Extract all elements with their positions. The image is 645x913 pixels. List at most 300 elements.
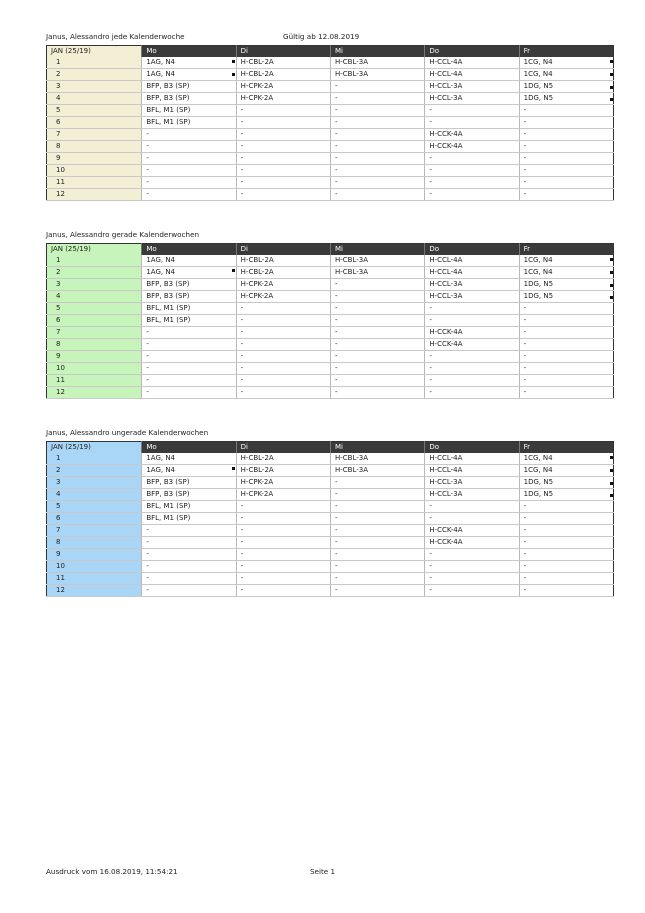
section-caption <box>46 427 208 439</box>
lesson-cell: H-CCL-4A <box>425 267 519 279</box>
period-number: 1 <box>47 57 142 69</box>
lesson-cell: - <box>330 339 424 351</box>
lesson-cell: - <box>236 513 330 525</box>
day-header: Di <box>236 244 330 256</box>
lesson-cell: H-CBL-2A <box>236 465 330 477</box>
table-row <box>47 165 614 177</box>
lesson-cell: 1DG, N5 <box>519 81 613 93</box>
lesson-cell: - <box>425 501 519 513</box>
lesson-cell: - <box>330 363 424 375</box>
lesson-cell: - <box>236 537 330 549</box>
lesson-cell: - <box>142 153 236 165</box>
period-number: 2 <box>47 465 142 477</box>
period-number: 10 <box>47 561 142 573</box>
lesson-cell: - <box>236 585 330 597</box>
lesson-cell: - <box>519 561 613 573</box>
lesson-cell: H-CPK-2A <box>236 93 330 105</box>
corner-label: JAN (25/19) <box>47 46 142 58</box>
day-header: Fr <box>519 46 613 58</box>
lesson-cell: 1DG, N5 <box>519 291 613 303</box>
lesson-cell: H-CBL-3A <box>330 57 424 69</box>
lesson-cell: H-CBL-3A <box>330 465 424 477</box>
lesson-cell: - <box>236 153 330 165</box>
lesson-cell: - <box>236 177 330 189</box>
table-row <box>47 585 614 597</box>
table-row <box>47 327 614 339</box>
lesson-cell: 1CG, N4 <box>519 465 613 477</box>
corner-label: JAN (25/19) <box>47 442 142 454</box>
lesson-cell: BFP, B3 (SP) <box>142 477 236 489</box>
table-row <box>47 177 614 189</box>
lesson-cell: H-CPK-2A <box>236 81 330 93</box>
lesson-cell: H-CCL-3A <box>425 279 519 291</box>
day-header: Di <box>236 46 330 58</box>
lesson-cell: - <box>425 513 519 525</box>
period-number: 5 <box>47 501 142 513</box>
lesson-cell: - <box>425 105 519 117</box>
lesson-cell: - <box>330 327 424 339</box>
lesson-cell: H-CPK-2A <box>236 279 330 291</box>
lesson-cell: - <box>519 537 613 549</box>
lesson-cell: 1CG, N4 <box>519 267 613 279</box>
cell-marker <box>610 258 613 261</box>
day-header: Mo <box>142 244 236 256</box>
day-header: Fr <box>519 244 613 256</box>
period-number: 4 <box>47 489 142 501</box>
period-number: 5 <box>47 303 142 315</box>
period-number: 7 <box>47 525 142 537</box>
table-row <box>47 477 614 489</box>
lesson-cell: - <box>236 525 330 537</box>
day-header: Mi <box>330 46 424 58</box>
lesson-cell: H-CCL-3A <box>425 477 519 489</box>
cell-marker <box>610 271 613 274</box>
lesson-cell: - <box>142 141 236 153</box>
lesson-cell: - <box>519 549 613 561</box>
lesson-cell: BFP, B3 (SP) <box>142 291 236 303</box>
lesson-cell: - <box>142 129 236 141</box>
lesson-cell: H-CCK-4A <box>425 129 519 141</box>
lesson-cell: - <box>519 189 613 201</box>
period-number: 12 <box>47 387 142 399</box>
lesson-cell: H-CCL-3A <box>425 489 519 501</box>
table-row <box>47 129 614 141</box>
lesson-cell: - <box>519 327 613 339</box>
period-number: 3 <box>47 477 142 489</box>
table-row <box>47 489 614 501</box>
lesson-cell: BFP, B3 (SP) <box>142 93 236 105</box>
lesson-cell: - <box>330 105 424 117</box>
cell-marker <box>610 482 613 485</box>
lesson-cell: - <box>142 375 236 387</box>
lesson-cell: - <box>330 141 424 153</box>
cell-marker <box>610 86 613 89</box>
lesson-cell: - <box>519 303 613 315</box>
period-number: 12 <box>47 585 142 597</box>
lesson-cell: 1DG, N5 <box>519 489 613 501</box>
lesson-cell: 1AG, N4 <box>142 57 236 69</box>
lesson-cell: - <box>236 315 330 327</box>
lesson-cell: H-CBL-2A <box>236 255 330 267</box>
table-row <box>47 255 614 267</box>
period-number: 10 <box>47 165 142 177</box>
lesson-cell: H-CBL-3A <box>330 69 424 81</box>
lesson-cell: 1AG, N4 <box>142 69 236 81</box>
lesson-cell: - <box>236 129 330 141</box>
lesson-cell: H-CBL-3A <box>330 255 424 267</box>
lesson-cell: - <box>330 351 424 363</box>
cell-marker <box>610 60 613 63</box>
period-number: 1 <box>47 453 142 465</box>
lesson-cell: - <box>142 525 236 537</box>
lesson-cell: H-CCL-4A <box>425 465 519 477</box>
lesson-cell: - <box>142 387 236 399</box>
table-row <box>47 465 614 477</box>
lesson-cell: - <box>425 549 519 561</box>
lesson-cell: - <box>425 315 519 327</box>
lesson-cell: 1CG, N4 <box>519 57 613 69</box>
table-row <box>47 105 614 117</box>
lesson-cell: - <box>519 153 613 165</box>
day-header: Do <box>425 46 519 58</box>
lesson-cell: H-CBL-2A <box>236 453 330 465</box>
lesson-cell: - <box>142 573 236 585</box>
lesson-cell: - <box>330 177 424 189</box>
lesson-cell: - <box>519 387 613 399</box>
lesson-cell: - <box>425 165 519 177</box>
table-row <box>47 291 614 303</box>
table-row <box>47 513 614 525</box>
lesson-cell: - <box>519 351 613 363</box>
lesson-cell: - <box>519 363 613 375</box>
lesson-cell: H-CCL-4A <box>425 453 519 465</box>
cell-marker <box>610 296 613 299</box>
lesson-cell: H-CCK-4A <box>425 537 519 549</box>
lesson-cell: BFL, M1 (SP) <box>142 117 236 129</box>
lesson-cell: - <box>519 141 613 153</box>
lesson-cell: - <box>330 165 424 177</box>
lesson-cell: - <box>330 303 424 315</box>
day-header: Mi <box>330 442 424 454</box>
lesson-cell: 1CG, N4 <box>519 453 613 465</box>
lesson-cell: - <box>236 573 330 585</box>
lesson-cell: - <box>330 117 424 129</box>
lesson-cell: H-CCK-4A <box>425 339 519 351</box>
day-header: Fr <box>519 442 613 454</box>
period-number: 9 <box>47 549 142 561</box>
caption-text: Janus, Alessandro ungerade Kalenderwochen <box>46 428 209 437</box>
table-row <box>47 501 614 513</box>
period-number: 9 <box>47 351 142 363</box>
period-number: 6 <box>47 315 142 327</box>
lesson-cell: 1DG, N5 <box>519 279 613 291</box>
lesson-cell: - <box>236 141 330 153</box>
lesson-cell: - <box>142 327 236 339</box>
period-number: 12 <box>47 189 142 201</box>
footer-printout: Ausdruck vom 16.08.2019, 11:54:21 <box>46 867 178 876</box>
lesson-cell: H-CCL-3A <box>425 81 519 93</box>
lesson-cell: - <box>330 513 424 525</box>
lesson-cell: - <box>142 537 236 549</box>
caption-text: Janus, Alessandro gerade Kalenderwochen <box>46 230 200 239</box>
lesson-cell: H-CCL-4A <box>425 69 519 81</box>
lesson-cell: - <box>330 81 424 93</box>
table-row <box>47 351 614 363</box>
lesson-cell: - <box>425 375 519 387</box>
table-row <box>47 57 614 69</box>
lesson-cell: - <box>236 387 330 399</box>
schedule-table <box>46 441 614 597</box>
table-row <box>47 375 614 387</box>
cell-marker <box>232 73 235 76</box>
period-number: 7 <box>47 327 142 339</box>
lesson-cell: - <box>519 315 613 327</box>
table-row <box>47 537 614 549</box>
period-number: 10 <box>47 363 142 375</box>
lesson-cell: - <box>425 351 519 363</box>
lesson-cell: H-CCL-3A <box>425 93 519 105</box>
lesson-cell: H-CPK-2A <box>236 477 330 489</box>
lesson-cell: - <box>330 387 424 399</box>
lesson-cell: 1AG, N4 <box>142 255 236 267</box>
caption-text: Janus, Alessandro jede Kalenderwoche <box>46 32 185 41</box>
lesson-cell: - <box>330 537 424 549</box>
lesson-cell: - <box>236 339 330 351</box>
table-row <box>47 549 614 561</box>
lesson-cell: - <box>519 105 613 117</box>
lesson-cell: 1AG, N4 <box>142 453 236 465</box>
valid-from-text: Gültig ab 12.08.2019 <box>283 32 360 41</box>
period-number: 6 <box>47 117 142 129</box>
period-number: 2 <box>47 69 142 81</box>
schedule-table <box>46 45 614 201</box>
lesson-cell: - <box>425 363 519 375</box>
lesson-cell: - <box>330 501 424 513</box>
day-header: Mo <box>142 442 236 454</box>
lesson-cell: - <box>236 375 330 387</box>
cell-marker <box>610 284 613 287</box>
table-row <box>47 315 614 327</box>
lesson-cell: - <box>236 327 330 339</box>
period-number: 5 <box>47 105 142 117</box>
lesson-cell: - <box>425 153 519 165</box>
day-header: Di <box>236 442 330 454</box>
table-header-row <box>47 442 614 454</box>
period-number: 6 <box>47 513 142 525</box>
table-header-row <box>47 244 614 256</box>
lesson-cell: BFL, M1 (SP) <box>142 501 236 513</box>
period-number: 4 <box>47 93 142 105</box>
lesson-cell: - <box>142 585 236 597</box>
lesson-cell: - <box>142 549 236 561</box>
lesson-cell: 1DG, N5 <box>519 93 613 105</box>
section-caption <box>46 229 199 241</box>
lesson-cell: - <box>425 177 519 189</box>
lesson-cell: - <box>519 375 613 387</box>
lesson-cell: BFP, B3 (SP) <box>142 489 236 501</box>
period-number: 2 <box>47 267 142 279</box>
day-header: Do <box>425 442 519 454</box>
lesson-cell: - <box>330 573 424 585</box>
lesson-cell: - <box>425 561 519 573</box>
cell-marker <box>232 269 235 272</box>
lesson-cell: BFL, M1 (SP) <box>142 105 236 117</box>
lesson-cell: - <box>236 351 330 363</box>
table-row <box>47 81 614 93</box>
lesson-cell: - <box>330 585 424 597</box>
period-number: 9 <box>47 153 142 165</box>
lesson-cell: - <box>330 561 424 573</box>
table-row <box>47 363 614 375</box>
lesson-cell: H-CPK-2A <box>236 291 330 303</box>
cell-marker <box>610 73 613 76</box>
lesson-cell: H-CCK-4A <box>425 525 519 537</box>
lesson-cell: BFL, M1 (SP) <box>142 315 236 327</box>
lesson-cell: - <box>425 117 519 129</box>
lesson-cell: - <box>519 129 613 141</box>
lesson-cell: - <box>236 303 330 315</box>
lesson-cell: - <box>236 117 330 129</box>
lesson-cell: - <box>330 93 424 105</box>
cell-marker <box>610 494 613 497</box>
lesson-cell: - <box>236 561 330 573</box>
lesson-cell: - <box>519 513 613 525</box>
lesson-cell: H-CBL-2A <box>236 267 330 279</box>
table-row <box>47 453 614 465</box>
lesson-cell: - <box>425 585 519 597</box>
period-number: 3 <box>47 279 142 291</box>
lesson-cell: - <box>236 549 330 561</box>
lesson-cell: H-CCL-3A <box>425 291 519 303</box>
lesson-cell: - <box>330 279 424 291</box>
table-row <box>47 279 614 291</box>
period-number: 8 <box>47 339 142 351</box>
lesson-cell: - <box>236 501 330 513</box>
lesson-cell: - <box>330 291 424 303</box>
cell-marker <box>232 467 235 470</box>
lesson-cell: - <box>330 129 424 141</box>
table-row <box>47 141 614 153</box>
lesson-cell: H-CBL-3A <box>330 453 424 465</box>
table-row <box>47 561 614 573</box>
lesson-cell: 1AG, N4 <box>142 267 236 279</box>
period-number: 11 <box>47 573 142 585</box>
period-number: 8 <box>47 537 142 549</box>
lesson-cell: - <box>425 573 519 585</box>
lesson-cell: - <box>425 303 519 315</box>
lesson-cell: 1CG, N4 <box>519 69 613 81</box>
corner-label: JAN (25/19) <box>47 244 142 256</box>
lesson-cell: - <box>519 525 613 537</box>
lesson-cell: H-CPK-2A <box>236 489 330 501</box>
lesson-cell: - <box>142 177 236 189</box>
lesson-cell: - <box>519 585 613 597</box>
cell-marker <box>610 456 613 459</box>
lesson-cell: BFP, B3 (SP) <box>142 279 236 291</box>
lesson-cell: - <box>330 375 424 387</box>
table-row <box>47 267 614 279</box>
lesson-cell: 1CG, N4 <box>519 255 613 267</box>
cell-marker <box>232 60 235 63</box>
lesson-cell: - <box>236 363 330 375</box>
lesson-cell: 1AG, N4 <box>142 465 236 477</box>
period-number: 7 <box>47 129 142 141</box>
lesson-cell: H-CCL-4A <box>425 255 519 267</box>
period-number: 3 <box>47 81 142 93</box>
lesson-cell: - <box>425 387 519 399</box>
lesson-cell: H-CCL-4A <box>425 57 519 69</box>
section-caption <box>46 31 360 43</box>
period-number: 8 <box>47 141 142 153</box>
table-row <box>47 69 614 81</box>
lesson-cell: - <box>330 189 424 201</box>
lesson-cell: - <box>425 189 519 201</box>
lesson-cell: BFL, M1 (SP) <box>142 303 236 315</box>
table-row <box>47 153 614 165</box>
lesson-cell: - <box>236 189 330 201</box>
lesson-cell: H-CBL-2A <box>236 69 330 81</box>
lesson-cell: H-CBL-3A <box>330 267 424 279</box>
table-row <box>47 189 614 201</box>
lesson-cell: - <box>142 561 236 573</box>
period-number: 11 <box>47 375 142 387</box>
lesson-cell: - <box>330 153 424 165</box>
lesson-cell: - <box>236 105 330 117</box>
lesson-cell: H-CCK-4A <box>425 141 519 153</box>
table-row <box>47 387 614 399</box>
lesson-cell: - <box>330 489 424 501</box>
lesson-cell: - <box>519 117 613 129</box>
cell-marker <box>610 98 613 101</box>
period-number: 11 <box>47 177 142 189</box>
lesson-cell: - <box>142 189 236 201</box>
lesson-cell: - <box>330 315 424 327</box>
period-number: 4 <box>47 291 142 303</box>
lesson-cell: - <box>330 549 424 561</box>
lesson-cell: - <box>142 363 236 375</box>
lesson-cell: BFL, M1 (SP) <box>142 513 236 525</box>
footer-page-number: Seite 1 <box>310 867 336 876</box>
lesson-cell: - <box>236 165 330 177</box>
day-header: Do <box>425 244 519 256</box>
lesson-cell: - <box>519 177 613 189</box>
day-header: Mi <box>330 244 424 256</box>
table-row <box>47 339 614 351</box>
lesson-cell: - <box>142 351 236 363</box>
lesson-cell: - <box>519 573 613 585</box>
table-header-row <box>47 46 614 58</box>
table-row <box>47 573 614 585</box>
table-row <box>47 117 614 129</box>
cell-marker <box>610 469 613 472</box>
table-row <box>47 93 614 105</box>
lesson-cell: - <box>142 165 236 177</box>
period-number: 1 <box>47 255 142 267</box>
lesson-cell: - <box>330 477 424 489</box>
lesson-cell: H-CCK-4A <box>425 327 519 339</box>
table-row <box>47 303 614 315</box>
lesson-cell: - <box>519 501 613 513</box>
day-header: Mo <box>142 46 236 58</box>
lesson-cell: - <box>519 165 613 177</box>
lesson-cell: - <box>519 339 613 351</box>
lesson-cell: 1DG, N5 <box>519 477 613 489</box>
lesson-cell: - <box>330 525 424 537</box>
lesson-cell: BFP, B3 (SP) <box>142 81 236 93</box>
lesson-cell: - <box>142 339 236 351</box>
lesson-cell: H-CBL-2A <box>236 57 330 69</box>
table-row <box>47 525 614 537</box>
